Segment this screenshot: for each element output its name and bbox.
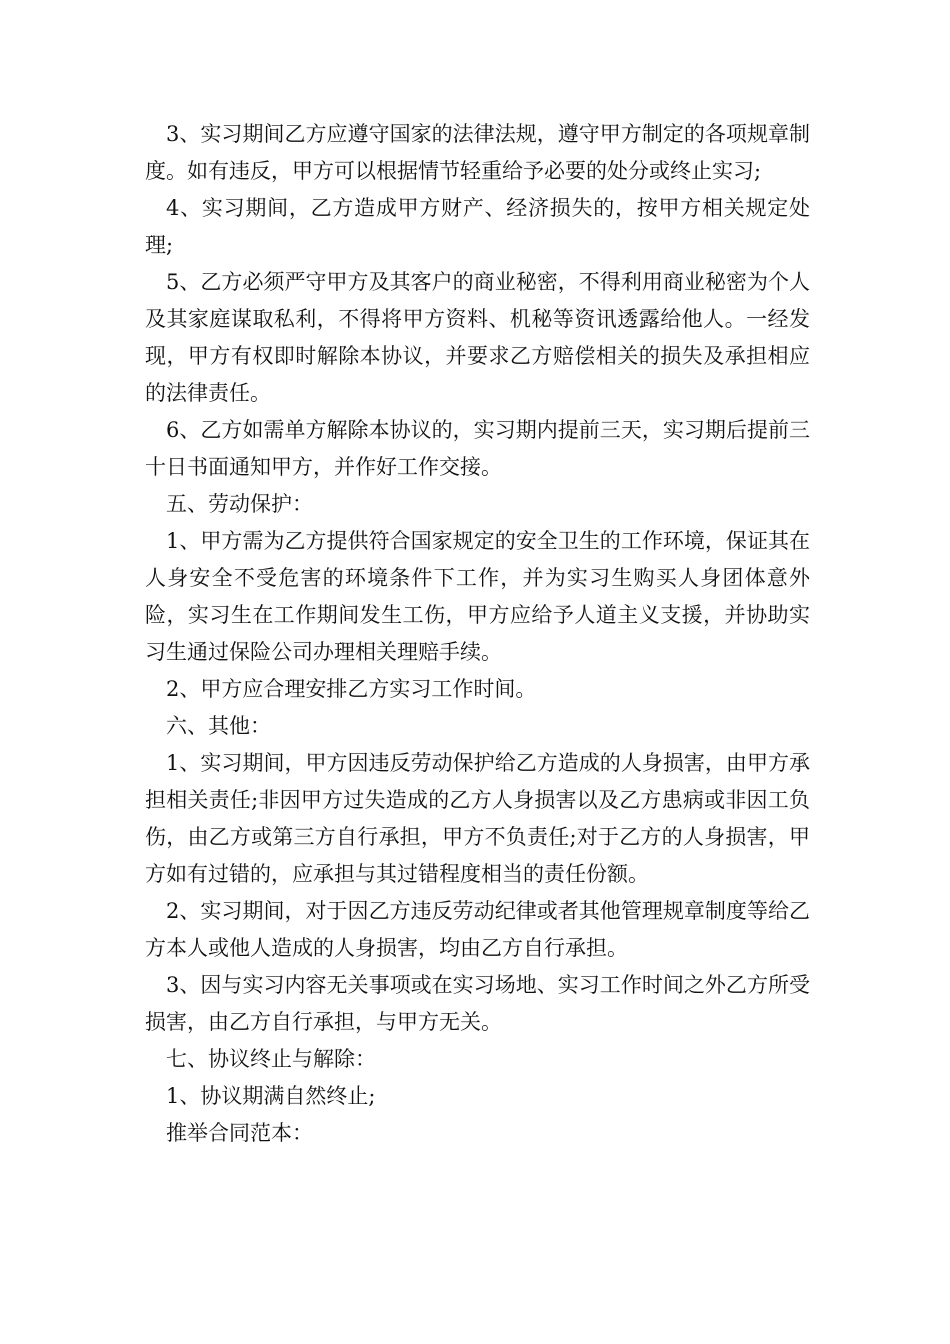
- section-heading-labor-protection: 五、劳动保护：: [166, 492, 313, 516]
- document-body: [145, 116, 810, 1152]
- other-clause-1-injury-liability: 1、实习期间，甲方因违反劳动保护给乙方造成的人身损害，由甲方承担相关责任;非因甲方过失造成的乙方人身损害以及乙方患病或非因工负伤，由乙方或第三方自行承担，甲方不负责任;对于乙方的人身损害，甲方如有过错的，应承担与其过错程度相当的责任份额。: [145, 751, 810, 886]
- clause-5-confidentiality: 5、乙方必须严守甲方及其客户的商业秘密，不得利用商业秘密为个人及其家庭谋取私利，不得将甲方资料、机秘等资讯透露给他人。一经发现，甲方有权即时解除本协议，并要求乙方赔偿相关的损失及承担相应的法律责任。: [145, 270, 810, 405]
- section-heading-termination: 七、协议终止与解除：: [166, 1047, 376, 1071]
- clause-4-property-loss: 4、实习期间，乙方造成甲方财产、经济损失的，按甲方相关规定处理;: [145, 196, 810, 257]
- clause-6-termination-notice: 6、乙方如需单方解除本协议的，实习期内提前三天，实习期后提前三十日书面通知甲方，并作好工作交接。: [145, 418, 810, 479]
- clause-3-obey-laws: 3、实习期间乙方应遵守国家的法律法规，遵守甲方制定的各项规章制度。如有违反，甲方可以根据情节轻重给予必要的处分或终止实习;: [145, 122, 810, 183]
- labor-clause-2-working-hours: 2、甲方应合理安排乙方实习工作时间。: [166, 677, 537, 701]
- labor-clause-1-safe-environment: 1、甲方需为乙方提供符合国家规定的安全卫生的工作环境，保证其在人身安全不受危害的环境条件下工作，并为实习生购买人身团体意外险，实习生在工作期间发生工伤，甲方应给予人道主义支援，并协助实习生通过保险公司办理相关理赔手续。: [145, 529, 810, 664]
- other-clause-2-discipline-violation: 2、实习期间，对于因乙方违反劳动纪律或者其他管理规章制度等给乙方本人或他人造成的人身损害，均由乙方自行承担。: [145, 899, 810, 960]
- other-clause-3-unrelated-damage: 3、因与实习内容无关事项或在实习场地、实习工作时间之外乙方所受损害，由乙方自行承担，与甲方无关。: [145, 973, 810, 1034]
- termination-clause-1-expiry: 1、协议期满自然终止;: [166, 1084, 376, 1108]
- section-heading-other: 六、其他：: [166, 714, 271, 738]
- recommended-template-label: 推举合同范本：: [166, 1121, 313, 1145]
